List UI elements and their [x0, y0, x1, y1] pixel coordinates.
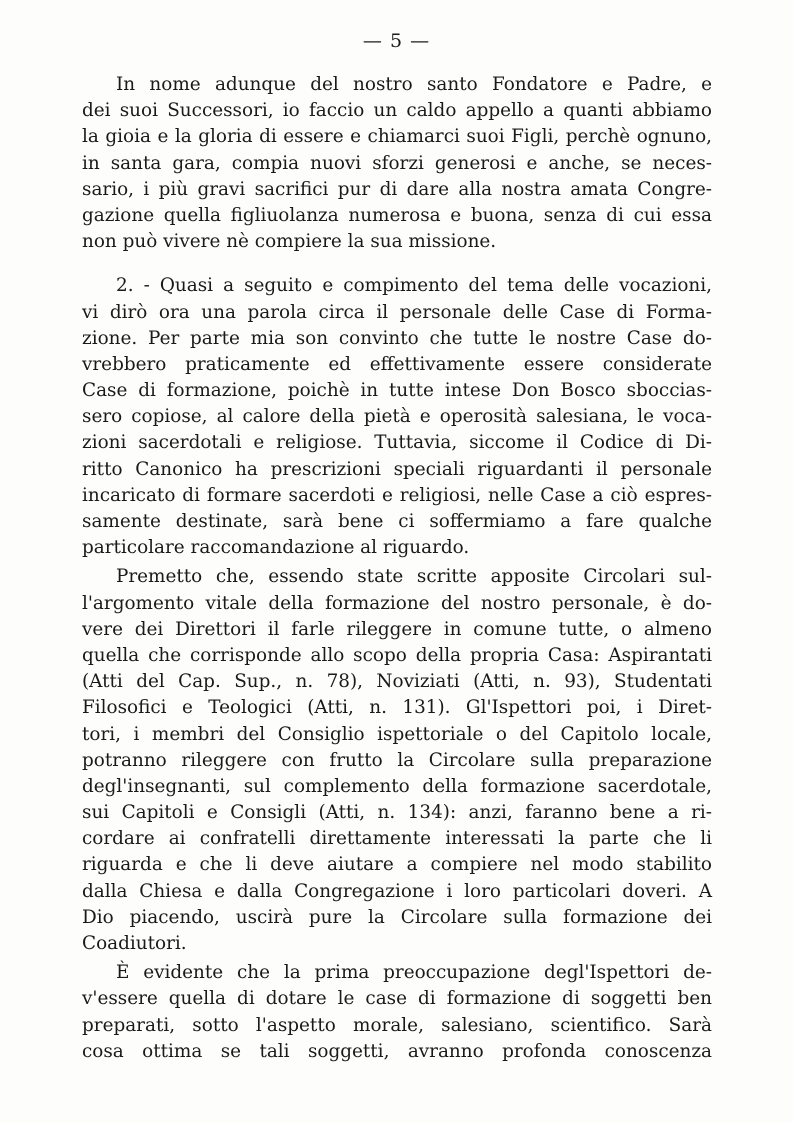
text-line: Case di formazione, poichè in tutte intese Don Bosco sboccias- — [82, 380, 712, 402]
text-line: vrebbero praticamente ed effettivamente essere considerate — [82, 353, 712, 375]
text-line: Filosofici e Teologici (Atti, n. 131). Gl'Ispettori poi, i Diret- — [82, 697, 712, 719]
text-line: incaricato di formare sacerdoti e religiosi, nelle Case a ciò espres- — [82, 484, 712, 506]
text-line: Premetto che, essendo state scritte apposite Circolari sul- — [116, 566, 712, 588]
text-line: in santa gara, compia nuovi sforzi generosi e anche, se neces- — [82, 152, 712, 174]
text-line: In nome adunque del nostro santo Fondatore e Padre, e — [116, 74, 712, 95]
page-number: — 5 — — [362, 30, 431, 52]
text-line: vi dirò ora una parola circa il personale delle Case di Forma- — [82, 301, 712, 323]
paragraph-2 — [82, 273, 712, 561]
text-line: gazione quella figliuolanza numerosa e buona, senza di cui essa — [82, 204, 712, 226]
paragraph-gap — [82, 255, 712, 273]
text-line: cordare ai confratelli direttamente interessati la parte che li — [82, 828, 712, 850]
text-line: la gioia e la gloria di essere e chiamarci suoi Figli, perchè ognuno, — [82, 126, 712, 148]
text-line: zioni sacerdotali e religiose. Tuttavia, siccome il Codice di Di- — [82, 432, 712, 454]
text-line: samente destinate, sarà bene ci soffermiamo a fare qualche — [82, 511, 712, 532]
body-text — [82, 72, 712, 1065]
text-line: v'essere quella di dotare le case di formazione di soggetti ben — [82, 988, 712, 1010]
text-line: zione. Per parte mia son convinto che tutte le nostre Case do- — [82, 327, 712, 349]
text-line: sui Capitoli e Consigli (Atti, n. 134): anzi, faranno bene a ri- — [82, 802, 712, 824]
text-line: dei suoi Successori, io faccio un caldo appello a quanti abbiamo — [82, 100, 712, 122]
text-line: sario, i più gravi sacrifici pur di dare alla nostra amata Congre- — [82, 178, 712, 200]
text-line: preparati, sotto l'aspetto morale, salesiano, scientifico. Sarà — [82, 1014, 712, 1036]
text-line: l'argomento vitale della formazione del nostro personale, è do- — [82, 592, 712, 614]
text-line: particolare raccomandazione al riguardo. — [82, 537, 470, 559]
text-line: ritto Canonico ha prescrizioni speciali riguardanti il personale — [82, 458, 712, 480]
text-line: 2. - Quasi a seguito e compimento del tema delle vocazioni, — [116, 275, 712, 297]
paragraph-3 — [82, 564, 712, 957]
text-line: quella che corrisponde allo scopo della propria Casa: Aspirantati — [82, 644, 712, 666]
text-line: È evidente che la prima preoccupazione degl'Ispettori de- — [116, 962, 712, 984]
text-line: vere dei Direttori il farle rileggere in comune tutte, o almeno — [82, 618, 712, 640]
text-line: potranno rileggere con frutto la Circolare sulla preparazione — [82, 749, 712, 771]
text-line: tori, i membri del Consiglio ispettoriale o del Capitolo locale, — [82, 723, 712, 745]
text-line: sero copiose, al calore della pietà e operosità salesiana, le voca- — [82, 406, 712, 428]
text-line: cosa ottima se tali soggetti, avranno profonda conoscenza — [82, 1040, 712, 1062]
text-line: (Atti del Cap. Sup., n. 78), Noviziati (Atti, n. 93), Studentati — [82, 671, 712, 693]
text-line: non può vivere nè compiere la sua missione. — [82, 231, 497, 253]
paragraph-4 — [82, 960, 712, 1065]
text-line: degl'insegnanti, sul complemento della formazione sacerdotale, — [82, 775, 712, 797]
text-line: riguarda e che li deve aiutare a compiere nel modo stabilito — [82, 854, 712, 876]
text-line: Coadiutori. — [82, 933, 187, 954]
paragraph-1 — [82, 72, 712, 255]
text-line: dalla Chiesa e dalla Congregazione i loro particolari doveri. A — [82, 880, 712, 902]
text-line: Dio piacendo, uscirà pure la Circolare sulla formazione dei — [82, 906, 712, 928]
